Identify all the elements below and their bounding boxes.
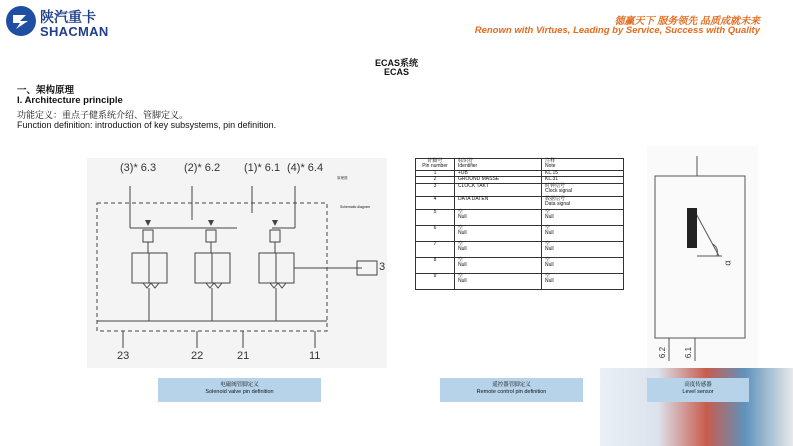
table-row: 4 DATA DATEN 数据信号 Data signal xyxy=(416,196,624,209)
caption-solenoid-valve: 电磁阀管脚定义 Solenoid valve pin definition xyxy=(158,378,321,402)
pin-label-21: 21 xyxy=(237,350,250,362)
table-row: 2 GROUND MASSE KL.31 xyxy=(416,177,624,183)
table-row: 1 +UB KL.15 xyxy=(416,170,624,176)
sensor-alpha-label: α xyxy=(722,260,733,266)
pin-label-3: 3 xyxy=(379,261,386,273)
function-definition-cn: 功能定义：重点子健系统介绍、管脚定义。 xyxy=(17,110,189,120)
table-row: 7 空 Null 空 Null xyxy=(416,241,624,257)
schematic-note-en: Schematic diagram xyxy=(340,205,370,209)
logo-text-en: SHACMAN xyxy=(40,24,109,39)
table-row: 9 空 Null 空 Null xyxy=(416,273,624,289)
sensor-pin-6-1: 6.1 xyxy=(684,346,694,359)
level-sensor-drawing xyxy=(647,146,758,372)
table-row: 6 空 Null 空 Null xyxy=(416,225,624,241)
logo-text-cn: 陕汽重卡 xyxy=(40,9,96,25)
table-row: 3 CLOCK TAKT 时钟信号 Clock signal xyxy=(416,183,624,196)
section-heading-cn: 一、架构原理 xyxy=(17,85,75,96)
slogan-cn: 德赢天下 服务领先 品质成就未来 xyxy=(614,16,760,27)
col-header-pin: 针脚号 Pin number xyxy=(416,159,455,171)
table-row: 8 空 Null 空 Null xyxy=(416,257,624,273)
col-header-identifier: 标识符 Identifier xyxy=(455,159,542,171)
sensor-pin-6-2: 6.2 xyxy=(658,346,668,359)
pin-label-23: 23 xyxy=(117,350,130,362)
slogan-en: Renown with Virtues, Leading by Service, Success with Quality xyxy=(474,25,760,36)
caption-remote-control: 遥控器管脚定义 Remote control pin definition xyxy=(440,378,583,402)
pin-label-6-2: (2)* 6.2 xyxy=(184,162,221,174)
section-heading-en: I. Architecture principle xyxy=(17,95,123,106)
function-definition-en: Function definition: introduction of key subsystems, pin definition. xyxy=(17,120,277,130)
table-row: 5 空 Null 空 Null xyxy=(416,209,624,225)
pin-label-6-4: (4)* 6.4 xyxy=(287,162,324,174)
page-title-en: ECAS xyxy=(383,67,409,77)
page-title-cn: ECAS系统 xyxy=(374,58,418,68)
col-header-note: 注释 Note xyxy=(542,159,624,171)
pin-definition-table xyxy=(415,158,624,290)
shacman-logo-icon xyxy=(6,6,36,36)
table-header-row xyxy=(416,159,624,171)
pin-label-6-3: (3)* 6.3 xyxy=(120,162,157,174)
pin-label-11: 11 xyxy=(309,350,321,362)
schematic-note-cn: 原理图 xyxy=(337,176,348,180)
pin-label-6-1: (1)* 6.1 xyxy=(244,162,281,174)
caption-level-sensor: 高度传感器 Level sensor xyxy=(647,378,749,402)
solenoid-valve-schematic xyxy=(87,158,387,368)
header xyxy=(0,0,793,44)
pin-label-22: 22 xyxy=(191,350,204,362)
